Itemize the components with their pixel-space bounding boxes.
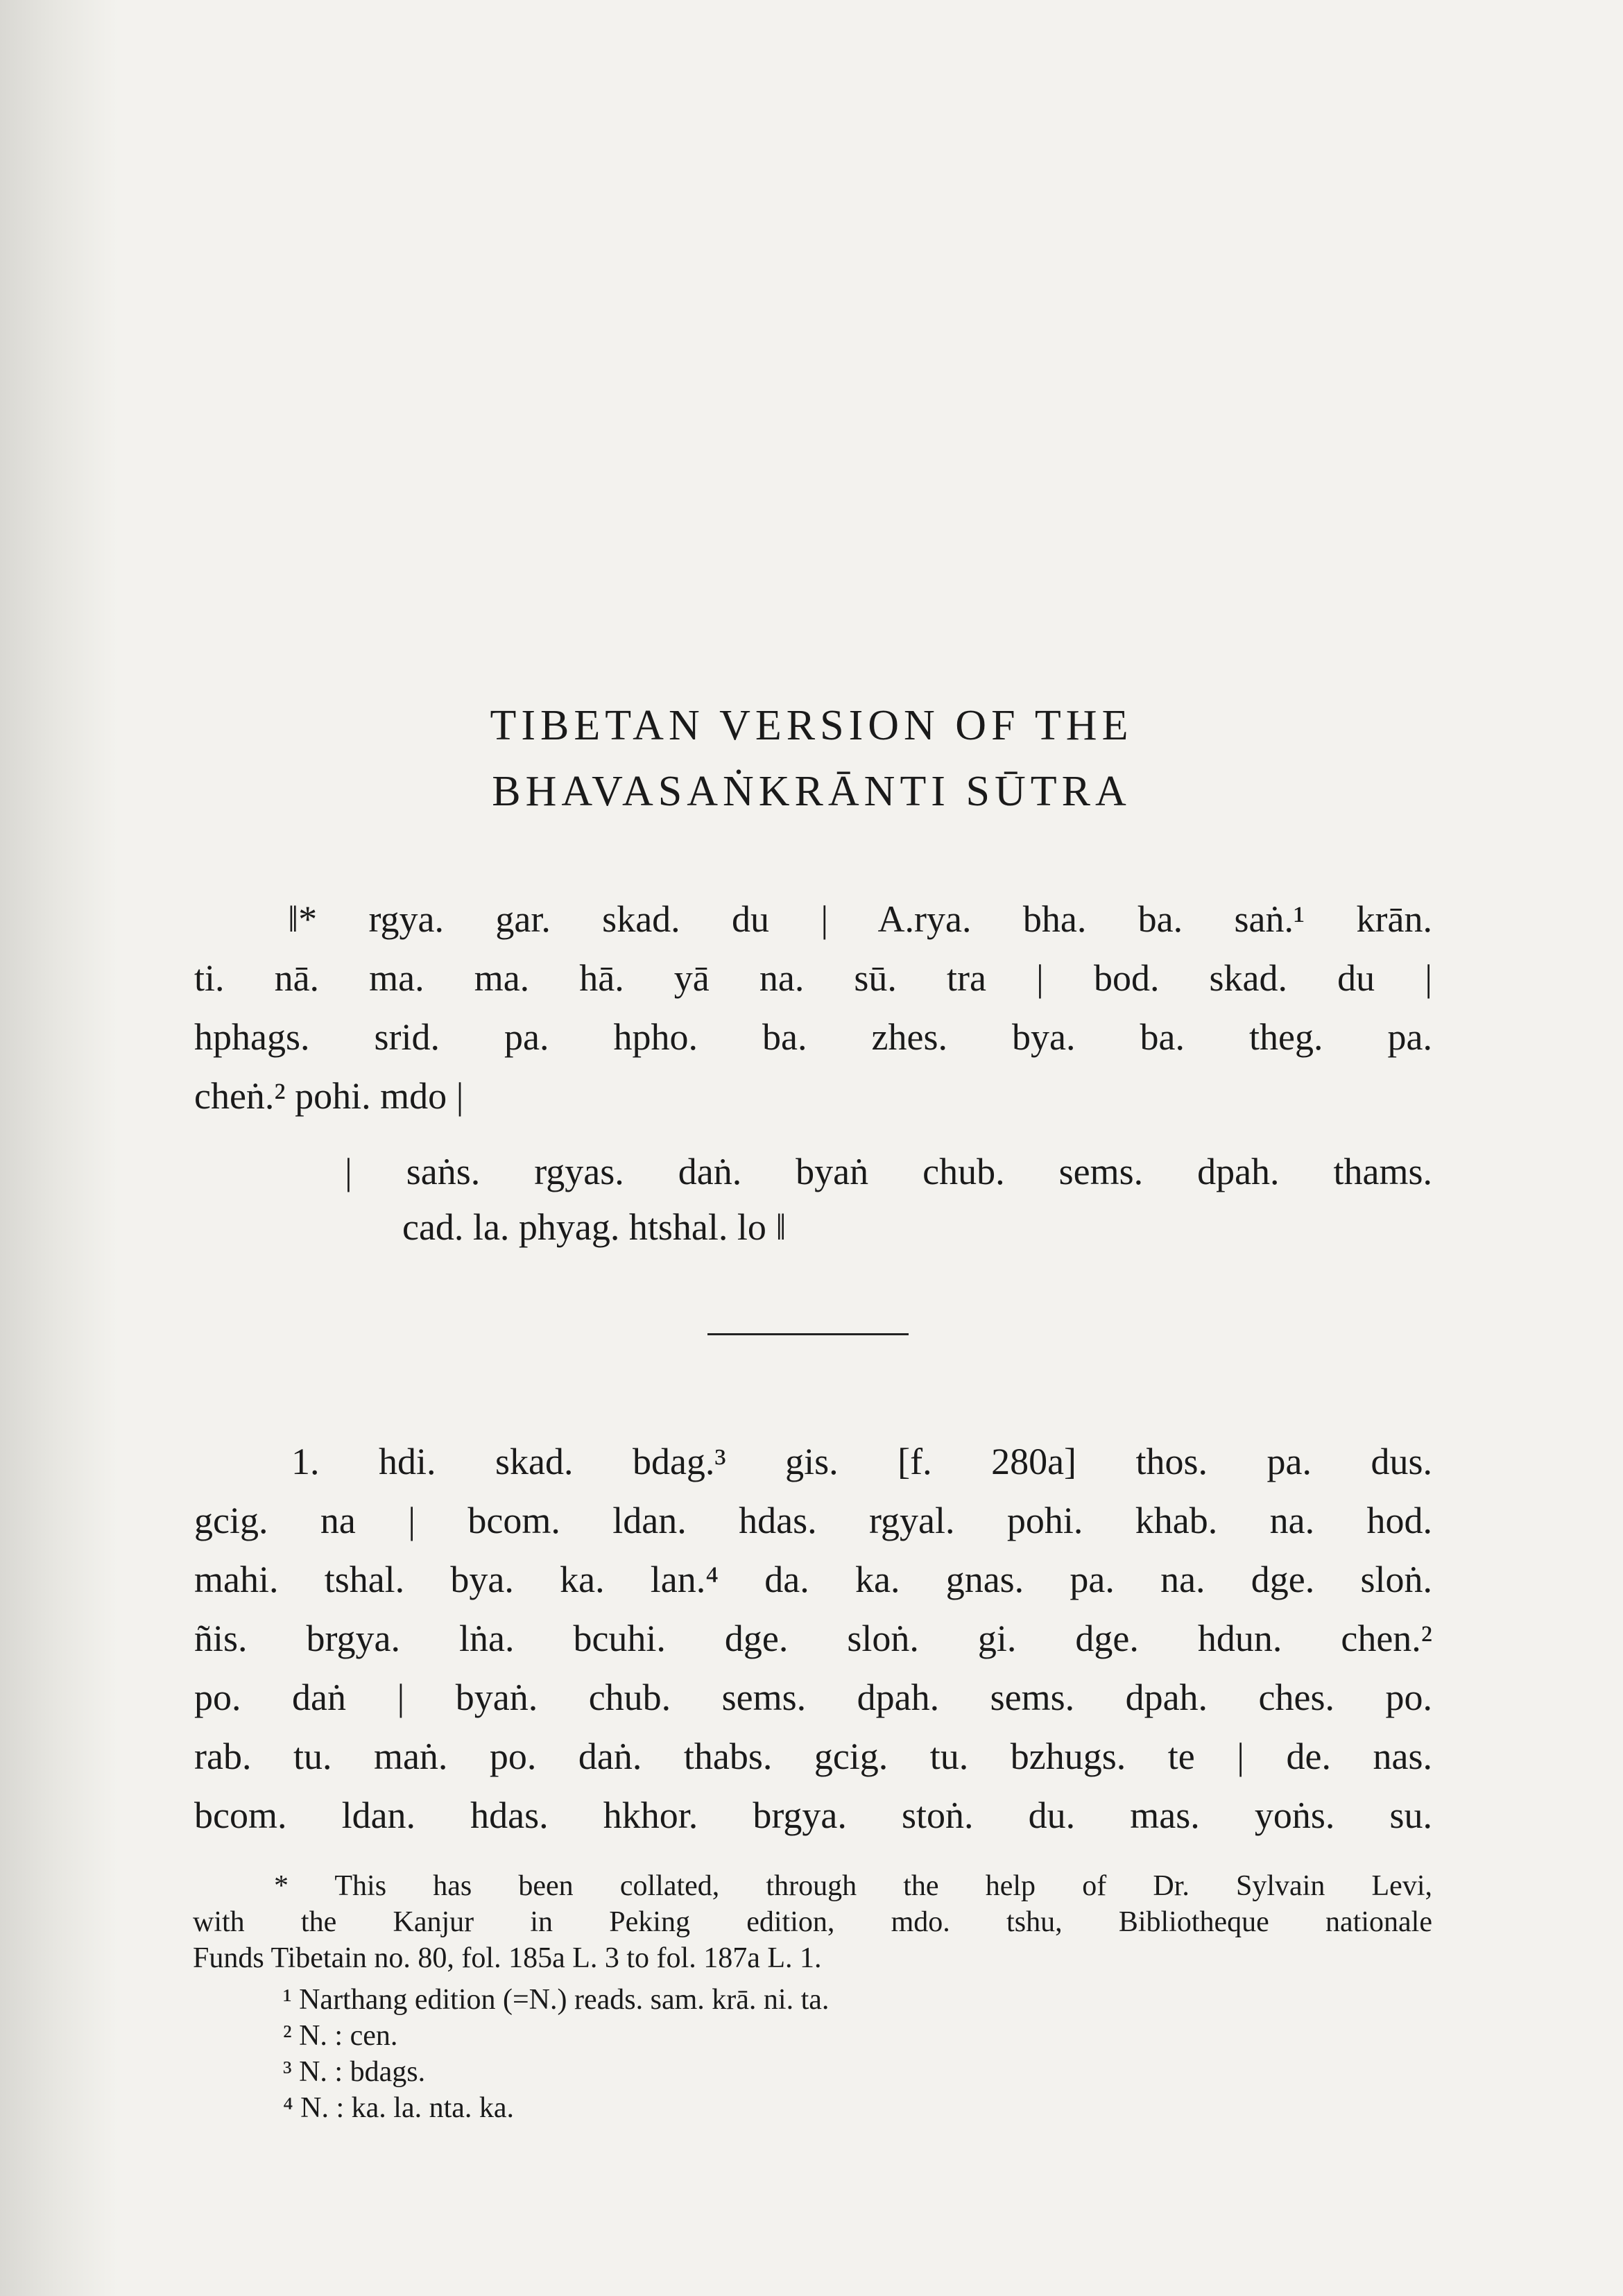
footnote-3: ³ N. : bdags.	[283, 2056, 426, 2088]
invocation-line: ti. nā. ma. ma. hā. yā na. sū. tra | bod. skad. du |	[194, 957, 1432, 999]
footnote-4: ⁴ N. : ka. la. nta. ka.	[283, 2092, 515, 2124]
salutation-line: | saṅs. rgyas. daṅ. byaṅ chub. sems. dpah. thams.	[345, 1151, 1432, 1192]
footnote-star-line: with the Kanjur in Peking edition, mdo. tshu, Bibliotheque nationale	[193, 1906, 1432, 1938]
section1-line: gcig. na | bcom. ldan. hdas. rgyal. pohi. khab. na. hod.	[194, 1500, 1432, 1541]
invocation-line: ‖* rgya. gar. skad. du | A.rya. bha. ba. saṅ.¹ krān.	[288, 898, 1432, 940]
section1-line: mahi. tshal. bya. ka. lan.⁴ da. ka. gnas. pa. na. dge. sloṅ.	[194, 1559, 1432, 1600]
invocation-line: cheṅ.² pohi. mdo |	[194, 1075, 464, 1117]
title-line-1: TIBETAN VERSION OF THE	[490, 702, 1133, 749]
section1-line: 1. hdi. skad. bdag.³ gis. [f. 280a] thos. pa. dus.	[291, 1441, 1432, 1482]
footnote-2: ² N. : cen.	[283, 2020, 398, 2052]
section1-line: bcom. ldan. hdas. hkhor. brgya. stoṅ. du. mas. yoṅs. su.	[194, 1794, 1432, 1836]
section1-line: rab. tu. maṅ. po. daṅ. thabs. gcig. tu. bzhugs. te | de. nas.	[194, 1736, 1432, 1777]
footnote-1: ¹ Narthang edition (=N.) reads. sam. krā. ni. ta.	[283, 1984, 830, 2016]
invocation-line: hphags. srid. pa. hpho. ba. zhes. bya. ba. theg. pa.	[194, 1016, 1432, 1058]
section-divider	[707, 1333, 909, 1335]
footnote-star-line: Funds Tibetain no. 80, fol. 185a L. 3 to fol. 187a L. 1.	[193, 1942, 822, 1974]
footnote-star-line: * This has been collated, through the help of Dr. Sylvain Levi,	[274, 1870, 1432, 1902]
section1-line: po. daṅ | byaṅ. chub. sems. dpah. sems. dpah. ches. po.	[194, 1677, 1432, 1718]
scan-shadow-edge	[0, 0, 118, 2296]
section1-line: ñis. brgya. lṅa. bcuhi. dge. sloṅ. gi. dge. hdun. chen.²	[194, 1618, 1432, 1659]
salutation-line: cad. la. phyag. htshal. lo ‖	[402, 1206, 787, 1248]
title-line-2: BHAVASAṄKRĀNTI SŪTRA	[492, 768, 1131, 815]
